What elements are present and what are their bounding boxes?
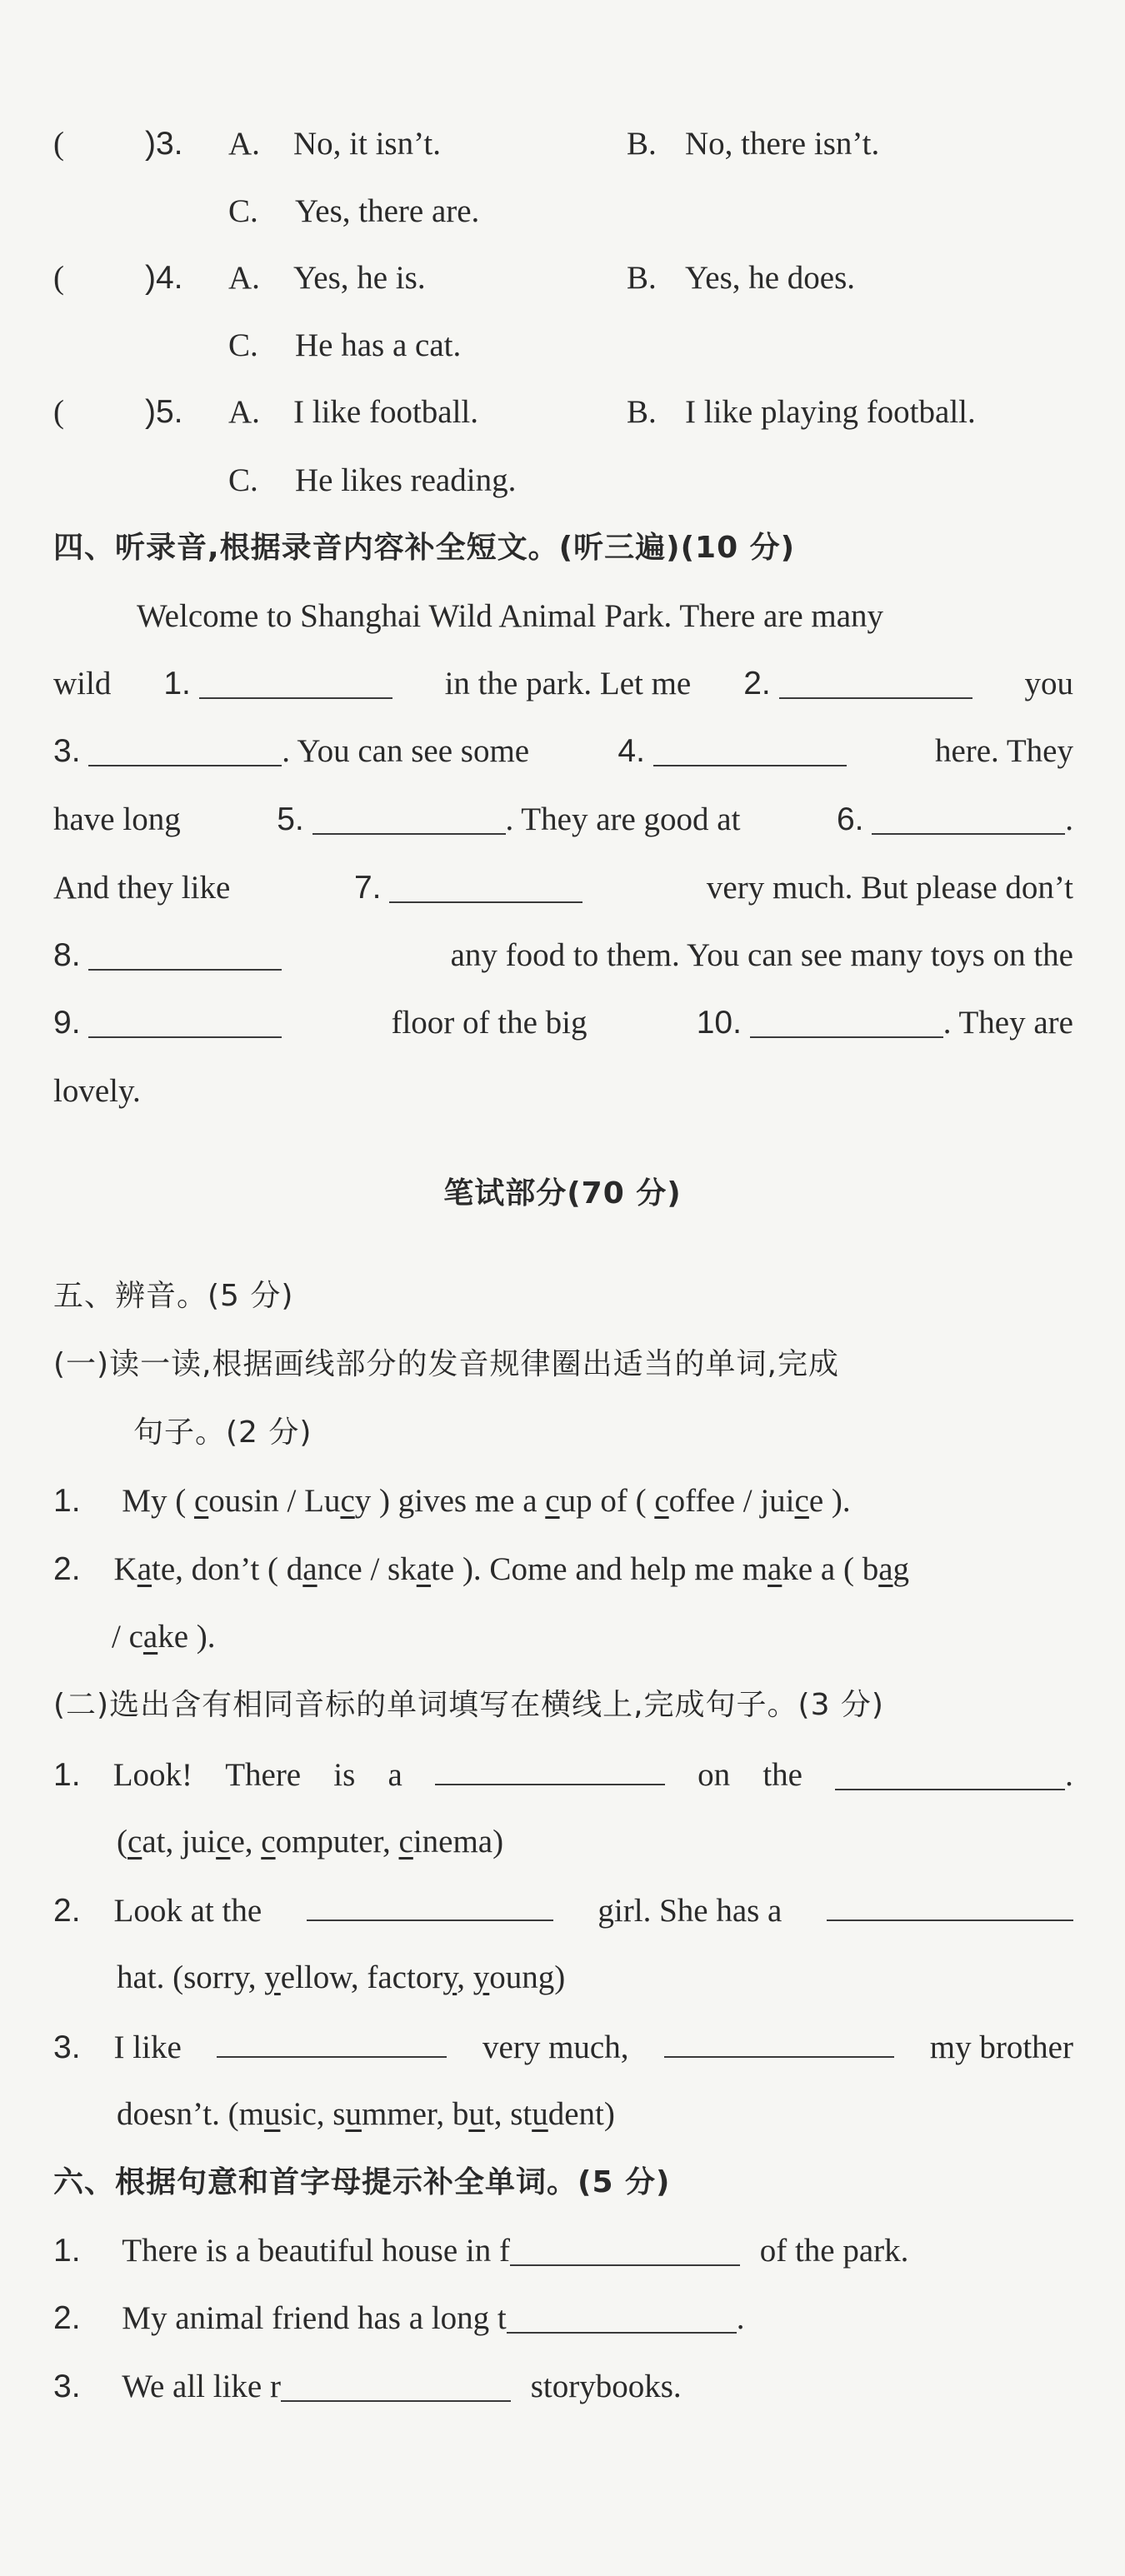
text: ousin / Lu: [208, 1483, 341, 1519]
blank-8[interactable]: [88, 936, 282, 971]
underlined-letter: c: [261, 1824, 276, 1860]
text: omputer,: [275, 1824, 399, 1860]
passage-text: here. They: [934, 733, 1073, 769]
option-letter: C.: [228, 193, 258, 229]
blank-4[interactable]: [653, 731, 847, 766]
passage-text: have long: [53, 801, 181, 837]
text: up of (: [559, 1483, 655, 1519]
underlined-letter: c: [398, 1824, 413, 1860]
answer-blank[interactable]: [307, 1886, 553, 1921]
answer-blank[interactable]: [507, 2299, 737, 2334]
underlined-letter: c: [340, 1483, 355, 1519]
text: oung): [489, 1959, 566, 1995]
underlined-letter: u: [263, 2096, 281, 2132]
text: We all like r: [122, 2369, 281, 2404]
text: Look at the: [113, 1893, 262, 1929]
underlined-letter: y: [472, 1959, 490, 1995]
underlined-letter: a: [302, 1551, 318, 1587]
text[interactable]: / c: [112, 1619, 143, 1655]
word-blank-3: [53, 2364, 1073, 2410]
text: (: [117, 1824, 128, 1860]
blank-number: 7.: [353, 870, 382, 906]
blank-number: 6.: [836, 801, 864, 837]
answer-paren-open[interactable]: (: [53, 260, 64, 296]
option-letter: B.: [627, 394, 657, 430]
option-letter: B.: [627, 126, 657, 162]
sound-blank-3-words: [117, 2091, 1125, 2138]
written-part-title: 笔试部分(70 分): [443, 1176, 682, 1211]
text: I like: [113, 2029, 182, 2065]
section-6-title: 六、根据句意和首字母提示补全单词。(5 分): [53, 2165, 671, 2199]
blank-number: 10.: [696, 1005, 742, 1041]
underlined-letter: c: [545, 1483, 560, 1519]
blank-7[interactable]: [389, 868, 582, 903]
text: ellow, factor: [280, 1959, 443, 1995]
option-letter: A.: [228, 260, 260, 296]
option-c-text: He has a cat.: [295, 327, 462, 363]
question-number: )5.: [145, 394, 183, 430]
underlined-letter: a: [416, 1551, 432, 1587]
section-5-part-1-title-cont: 句子。(2 分): [133, 1415, 312, 1450]
text: offee / jui: [668, 1483, 795, 1519]
passage-line-7: [53, 1000, 1073, 1046]
blank-number: 9.: [53, 1005, 81, 1041]
text: My animal friend has a long t: [122, 2300, 507, 2336]
sound-blank-2: [53, 1886, 1073, 1934]
text: at, jui: [142, 1824, 217, 1860]
answer-blank[interactable]: [827, 1886, 1073, 1921]
blank-1[interactable]: [199, 664, 392, 699]
text: dent): [548, 2096, 615, 2132]
blank-9[interactable]: [88, 1003, 282, 1038]
text: doesn’t. (m: [117, 2096, 264, 2132]
blank-number: 5.: [277, 801, 304, 837]
question-number: )3.: [145, 126, 183, 162]
text: storybooks.: [530, 2369, 682, 2404]
option-letter: C.: [228, 327, 258, 363]
answer-blank[interactable]: [435, 1750, 665, 1785]
option-letter: C.: [228, 462, 258, 498]
passage-text: And they like: [53, 870, 231, 906]
text: mmer, b: [361, 2096, 469, 2132]
sound-blank-1: [53, 1750, 1073, 1799]
item-number: 2.: [53, 1893, 81, 1929]
phonics-sentence-1: [53, 1478, 1073, 1525]
blank-number: 4.: [618, 733, 645, 769]
passage-text: you: [1024, 666, 1073, 701]
passage-line-5: [53, 865, 1073, 911]
text[interactable]: te, don’t ( d: [152, 1551, 303, 1587]
passage-line-3: [53, 728, 1073, 775]
passage-line-1: [137, 593, 1073, 640]
section-4-title: 四、听录音,根据录音内容补全短文。(听三遍)(10 分): [53, 531, 796, 565]
underlined-letter: a: [878, 1551, 893, 1587]
word-blank-2: [53, 2295, 1073, 2342]
sentence-text[interactable]: [122, 1483, 850, 1519]
option-letter: B.: [627, 260, 657, 296]
item-number: 3.: [53, 2029, 81, 2065]
item-number: 2.: [53, 1551, 81, 1587]
text[interactable]: ke a ( b: [782, 1551, 879, 1587]
blank-number: 1.: [163, 666, 191, 701]
phonics-sentence-2-cont: [112, 1614, 1125, 1660]
passage-text: . They are good at: [505, 801, 741, 837]
underlined-letter: c: [794, 1483, 809, 1519]
sound-blank-1-words: [117, 1819, 1125, 1865]
option-b-text: No, there isn’t.: [685, 126, 880, 162]
answer-blank[interactable]: [664, 2023, 894, 2058]
blank-number: 8.: [53, 937, 81, 973]
option-c-text: Yes, there are.: [295, 193, 480, 229]
item-number: 1.: [53, 2233, 81, 2269]
item-number: 2.: [53, 2300, 81, 2336]
option-c-text: He likes reading.: [295, 462, 517, 498]
blank-number: 3.: [53, 733, 81, 769]
passage-text: .: [1065, 801, 1073, 837]
blank-6[interactable]: [872, 800, 1065, 835]
text: very much,: [482, 2029, 629, 2065]
text: ,: [457, 1959, 473, 1995]
text: y ) gives me a: [354, 1483, 546, 1519]
text: inema): [412, 1824, 504, 1860]
answer-paren-open[interactable]: (: [53, 126, 64, 162]
answer-blank[interactable]: [281, 2367, 511, 2402]
passage-line-2: [53, 661, 1073, 707]
underlined-letter: c: [654, 1483, 669, 1519]
passage-text: any food to them. You can see many toys on the: [450, 937, 1073, 973]
blank-10[interactable]: [750, 1003, 943, 1038]
blank-number: 2.: [743, 666, 771, 701]
underlined-letter: c: [193, 1483, 209, 1519]
underlined-letter: a: [768, 1551, 782, 1587]
passage-text: floor of the big: [391, 1005, 588, 1041]
underlined-letter: u: [468, 2096, 485, 2132]
text: nce / sk: [317, 1551, 417, 1587]
passage-text: in the park. Let me: [444, 666, 692, 701]
underlined-letter: c: [216, 1824, 231, 1860]
word-blank-1: [53, 2228, 1073, 2274]
item-number: 3.: [53, 2369, 81, 2404]
answer-blank[interactable]: [217, 2023, 447, 2058]
item-number: 1.: [53, 1757, 81, 1793]
passage-text: very much. But please don’t: [706, 870, 1073, 906]
text: e ).: [808, 1483, 851, 1519]
passage-line-8: lovely.: [53, 1073, 141, 1109]
passage-text: Welcome to Shanghai Wild Animal Park. There are many: [137, 598, 884, 634]
text: There: [225, 1757, 302, 1793]
underlined-letter: u: [532, 2096, 548, 2132]
option-a-text: I like football.: [293, 394, 479, 430]
text: the: [762, 1757, 802, 1793]
text: There is a beautiful house in f: [122, 2233, 510, 2269]
blank-3[interactable]: [88, 731, 282, 766]
text: hat. (sorry,: [117, 1959, 265, 1995]
underlined-letter: u: [345, 2096, 362, 2132]
text: is: [333, 1757, 356, 1793]
passage-text: wild: [53, 666, 112, 701]
text: Look!: [112, 1757, 193, 1793]
question-number: )4.: [145, 260, 183, 296]
text: g: [892, 1551, 910, 1587]
text: .: [736, 2300, 745, 2336]
text: of the park.: [759, 2233, 909, 2269]
underlined-letter: a: [137, 1551, 152, 1587]
underlined-letter: y: [264, 1959, 281, 1995]
phonics-sentence-2: [53, 1546, 1073, 1593]
text: on: [698, 1757, 731, 1793]
passage-line-6: [53, 932, 1073, 979]
section-5-part-2-title: (二)选出含有相同音标的单词填写在横线上,完成句子。(3 分): [53, 1688, 884, 1722]
passage-line-4: [53, 796, 1073, 843]
text: e,: [230, 1824, 262, 1860]
text: K: [113, 1551, 138, 1587]
text: sic, s: [280, 2096, 346, 2132]
underlined-letter: y: [442, 1959, 458, 1995]
text: .: [1065, 1757, 1073, 1793]
text: ke ).: [158, 1619, 216, 1655]
underlined-letter: c: [128, 1824, 142, 1860]
text: My (: [122, 1483, 194, 1519]
answer-blank[interactable]: [510, 2231, 740, 2266]
option-b-text: Yes, he does.: [685, 260, 856, 296]
option-letter: A.: [228, 126, 260, 162]
option-b-text: I like playing football.: [685, 394, 976, 430]
answer-blank[interactable]: [835, 1755, 1065, 1790]
text: girl. She has a: [598, 1893, 782, 1929]
text: te ). Come and help me m: [431, 1551, 768, 1587]
passage-text: . You can see some: [282, 733, 530, 769]
section-5-part-1-title: (一)读一读,根据画线部分的发音规律圈出适当的单词,完成: [53, 1347, 839, 1381]
underlined-letter: a: [142, 1619, 158, 1655]
blank-2[interactable]: [779, 664, 972, 699]
option-a-text: Yes, he is.: [293, 260, 426, 296]
passage-text: . They are: [942, 1005, 1073, 1041]
answer-paren-open[interactable]: (: [53, 394, 64, 430]
sound-blank-2-words: [117, 1954, 1125, 2001]
sound-blank-3: [53, 2023, 1073, 2071]
text: a: [388, 1757, 402, 1793]
option-a-text: No, it isn’t.: [293, 126, 441, 162]
section-5-title: 五、辨音。(5 分): [53, 1279, 294, 1313]
text: t, st: [484, 2096, 532, 2132]
option-letter: A.: [228, 394, 260, 430]
blank-5[interactable]: [312, 800, 506, 835]
item-number: 1.: [53, 1483, 81, 1519]
text: my brother: [929, 2029, 1073, 2065]
